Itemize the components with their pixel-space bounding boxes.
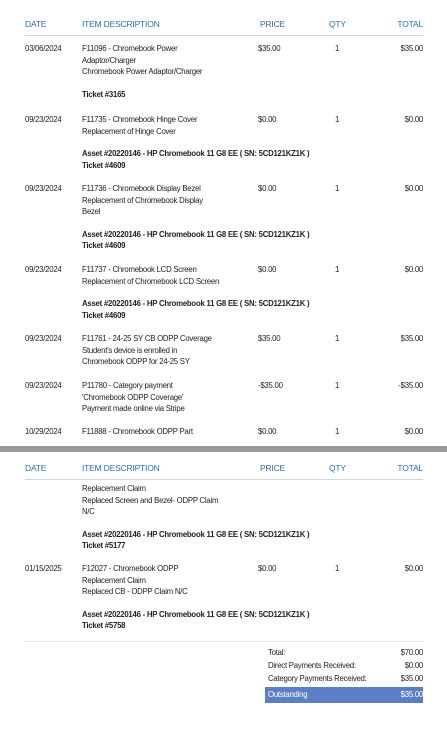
row-price: $0.00	[258, 564, 277, 573]
summary-outstanding-value: $35.00	[400, 690, 423, 699]
description-line: F11737 - Chromebook LCD Screen	[82, 265, 197, 274]
ticket-number: Ticket #4609	[82, 241, 126, 250]
row-total: $0.00	[404, 265, 423, 274]
row-price: $35.00	[258, 334, 281, 343]
description-line: Chromebook Power Adaptor/Charger	[82, 67, 203, 76]
description-line: Replacement Claim	[82, 575, 146, 585]
row-qty: 1	[335, 265, 340, 274]
row-price: $35.00	[258, 44, 281, 53]
row-total: -$35.00	[398, 381, 423, 390]
summary-outstanding-label: Outstanding	[268, 690, 308, 699]
asset-info: Asset #20220146 - HP Chromebook 11 G8 EE ( SN: 5CD121KZ1K )	[82, 609, 310, 619]
header-description: ITEM DESCRIPTION	[82, 19, 160, 29]
row-description	[82, 483, 310, 552]
row-date: 09/23/2024	[25, 184, 62, 193]
description-line: N/C	[82, 507, 95, 516]
description-line: F11888 - Chromebook ODPP Part	[82, 427, 193, 436]
description-line: Adaptor/Charger	[82, 55, 136, 65]
row-qty: 1	[335, 334, 340, 343]
row-description	[82, 380, 247, 415]
header-price: PRICE	[260, 19, 285, 29]
row-date: 09/23/2024	[25, 115, 62, 124]
row-qty: 1	[335, 184, 340, 193]
description-line: F11736 - Chromebook Display Bezel	[82, 184, 201, 193]
ticket-number: Ticket #3165	[82, 89, 126, 99]
row-total: $35.00	[400, 334, 423, 343]
row-qty: 1	[335, 44, 340, 53]
description-line: Replaced CB - ODPP Claim N/C	[82, 587, 188, 596]
asset-info: Asset #20220146 - HP Chromebook 11 G8 EE ( SN: 5CD121KZ1K )	[82, 299, 310, 308]
description-line: 'Chromebook ODPP Coverage'	[82, 392, 184, 402]
row-description	[82, 426, 247, 438]
description-line: F12027 - Chromebook ODPP	[82, 564, 179, 573]
row-price: $0.00	[258, 115, 277, 124]
ticket-number: Ticket #5177	[82, 541, 126, 550]
row-total: $35.00	[400, 44, 423, 53]
description-line: Replacement of Hinge Cover	[82, 126, 176, 136]
row-total: $0.00	[404, 427, 423, 436]
header-qty: QTY	[329, 463, 346, 473]
summary-total-value: $70.00	[400, 648, 423, 657]
description-line: Student's device is enrolled in	[82, 345, 178, 355]
row-date: 03/06/2024	[25, 44, 62, 53]
table-header-page1	[0, 19, 447, 37]
row-price: $0.00	[258, 427, 277, 436]
description-line: Replaced Screen and Bezel- ODPP Claim	[82, 495, 219, 505]
row-price: $0.00	[258, 265, 277, 274]
description-line: F11761 - 24-25 SY CB ODPP Coverage	[82, 334, 212, 343]
row-total: $0.00	[404, 184, 423, 193]
description-line: F11735 - Chromebook Hinge Cover	[82, 115, 198, 124]
row-description	[82, 333, 247, 368]
header-date: DATE	[25, 19, 47, 29]
description-line: F11096 - Chromebook Power	[82, 44, 178, 53]
summary-category-value: $35.00	[400, 674, 423, 683]
row-qty: 1	[335, 427, 340, 436]
summary-block	[265, 646, 423, 703]
description-line: Replacement of Chromebook LCD Screen	[82, 276, 220, 286]
summary-total-label: Total:	[268, 648, 286, 657]
summary-direct-value: $0.00	[404, 661, 423, 670]
row-qty: 1	[335, 115, 340, 124]
row-date: 09/23/2024	[25, 334, 62, 343]
row-date: 09/23/2024	[25, 265, 62, 274]
row-description	[82, 43, 247, 100]
summary-total-row	[265, 646, 423, 659]
row-price: $0.00	[258, 184, 277, 193]
description-line: Chromebook ODPP for 24-25 SY	[82, 357, 190, 366]
summary-category-row	[265, 672, 423, 685]
header-price: PRICE	[260, 463, 285, 473]
page-divider	[0, 446, 447, 452]
header-date: DATE	[25, 463, 47, 473]
summary-direct-row	[265, 659, 423, 672]
table-bottom-rule	[25, 641, 423, 642]
row-qty: 1	[335, 564, 340, 573]
description-line: Payment made online via Stripe	[82, 404, 185, 413]
table-header-page2	[0, 463, 447, 481]
row-date: 01/15/2025	[25, 564, 62, 573]
row-total: $0.00	[404, 115, 423, 124]
description-line: Replacement Claim	[82, 484, 146, 493]
row-total: $0.00	[404, 564, 423, 573]
header-description: ITEM DESCRIPTION	[82, 463, 160, 473]
description-line: Replacement of Chromebook Display	[82, 195, 203, 205]
asset-info: Asset #20220146 - HP Chromebook 11 G8 EE ( SN: 5CD121KZ1K )	[82, 229, 310, 239]
row-date: 09/23/2024	[25, 381, 62, 390]
asset-info: Asset #20220146 - HP Chromebook 11 G8 EE ( SN: 5CD121KZ1K )	[82, 149, 310, 158]
row-date: 10/29/2024	[25, 427, 62, 436]
asset-info: Asset #20220146 - HP Chromebook 11 G8 EE ( SN: 5CD121KZ1K )	[82, 529, 310, 539]
summary-direct-label: Direct Payments Received:	[268, 661, 356, 670]
description-line: P11780 - Category payment	[82, 381, 173, 390]
row-qty: 1	[335, 381, 340, 390]
header-total: TOTAL	[397, 19, 423, 29]
description-line: Bezel	[82, 207, 101, 216]
summary-outstanding-row	[265, 687, 423, 703]
row-price: -$35.00	[258, 381, 283, 390]
header-rule	[25, 35, 423, 36]
ticket-number: Ticket #4609	[82, 310, 126, 320]
ticket-number: Ticket #5758	[82, 621, 126, 630]
summary-category-label: Category Payments Received:	[268, 674, 367, 683]
header-qty: QTY	[329, 19, 346, 29]
header-rule	[25, 479, 423, 480]
header-total: TOTAL	[397, 463, 423, 473]
ticket-number: Ticket #4609	[82, 160, 126, 170]
